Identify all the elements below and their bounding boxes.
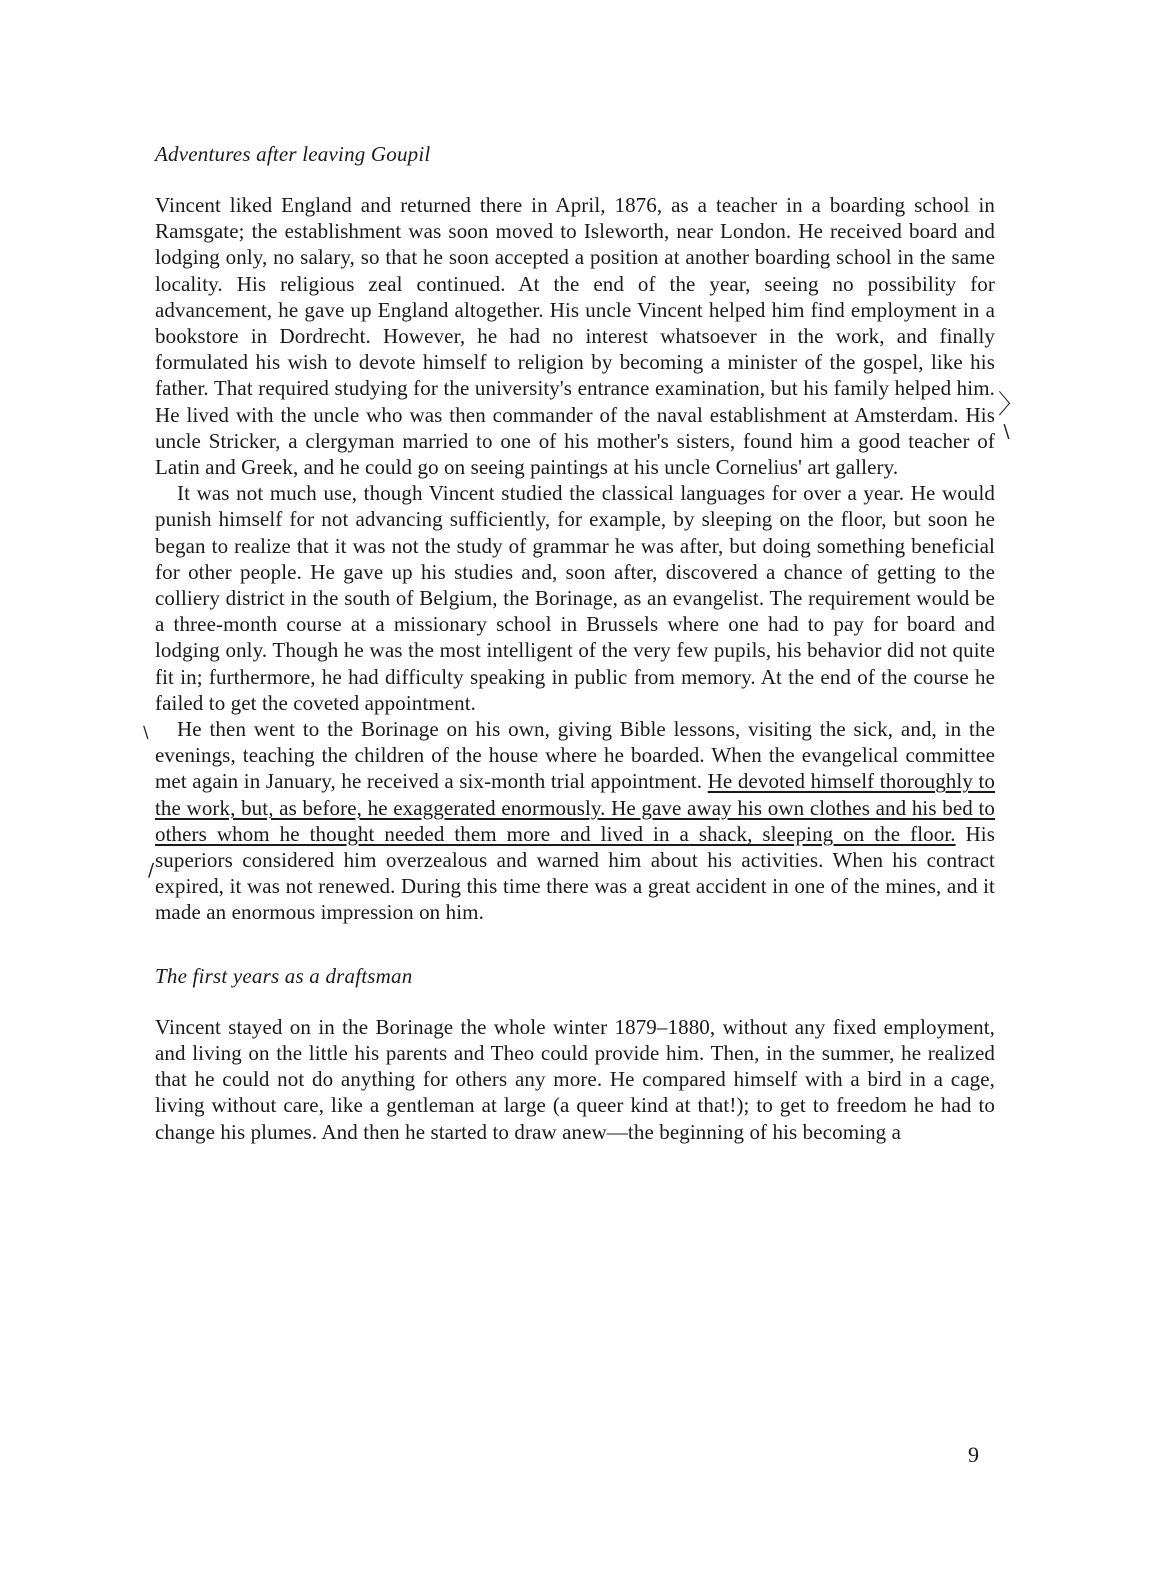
underlined-passage: He devoted himself thoroughly to the work, but, as before, he exaggerated enormously. He gave away his own clothes and his bed to others whom he thought needed them more and lived in a shack, sleeping on the floor. <box>155 769 995 846</box>
paragraph-2: It was not much use, though Vincent studied the classical languages for over a year. He would punish himself for not advancing sufficiently, for example, by sleeping on the floor, but soon he began to realize that it was not the study of grammar he was after, but doing something beneficial for other people. He gave up his studies and, soon after, discovered a chance of getting to the colliery district in the south of Belgium, the Borinage, as an evangelist. The requirement would be a three-month course at a missionary school in Brussels where one had to pay for board and lodging only. Though he was the most intelligent of the very few pupils, his behavior did not quite fit in; furthermore, he had difficulty speaking in public from memory. At the end of the course he failed to get the coveted appointment. <box>155 481 995 715</box>
paragraph-1: Vincent liked England and returned there in April, 1876, as a teacher in a boarding school in Ramsgate; the establishment was soon moved to Isleworth, near London. He received board and lodging only, no salary, so that he soon accepted a position at another boarding school in the same locality. His religious zeal continued. At the end of the year, seeing no possibility for advancement, he gave up England altogether. His uncle Vincent helped him find employment in a bookstore in Dordrecht. However, he had no interest whatsoever in the work, and finally formulated his wish to devote himself to religion by becoming a minister of the gospel, like his father. That required studying for the university's entrance examination, but his family helped him. He lived with the uncle who was then commander of the naval establishment at Amsterdam. His uncle Stricker, a clergyman married to one of his mother's sisters, found him a good teacher of Latin and Greek, and he could go on seeing paintings at his uncle Cornelius' art gallery. <box>155 193 995 480</box>
section-heading-draftsman: The first years as a draftsman <box>155 963 413 988</box>
section-gap <box>155 926 995 962</box>
margin-tick-left-icon: ∖ <box>140 723 151 742</box>
margin-tick-right-icon: ∖ <box>1000 422 1012 443</box>
page-number: 9 <box>968 1442 979 1467</box>
paragraph-4: Vincent stayed on in the Borinage the whole winter 1879–1880, without any fixed employment, and living on the little his parents and Theo could provide him. Then, in the summer, he realized that he could not do anything for others any more. He compared himself with a bird in a cage, living without care, like a gentleman at large (a queer kind at that!); to get to freedom he had to change his plumes. And then he started to draw anew—the beginning of his becoming a <box>155 1014 995 1144</box>
paragraph-3-start: He then went to the Borinage on his own, giving Bible lessons, visiting the sick, and, in the evenings, teaching the children of the house where he boarded. When the evangelical committee met again in January, he received a six-month trial appointment. <box>155 717 995 794</box>
section-heading-goupil: Adventures after leaving Goupil <box>155 142 431 166</box>
margin-arrow-left-icon: ∕ <box>148 860 155 881</box>
paragraph-3-end: His superiors considered him overzealous and warned him about his activities. When his contract expired, it was not renewed. During this time there was a great accident in one of the mines, and it made an enormous impression on him. <box>155 821 995 925</box>
margin-bracket-right-icon: 〉 <box>998 390 1025 420</box>
paragraph-3 <box>155 716 995 926</box>
page-content <box>155 140 995 1145</box>
